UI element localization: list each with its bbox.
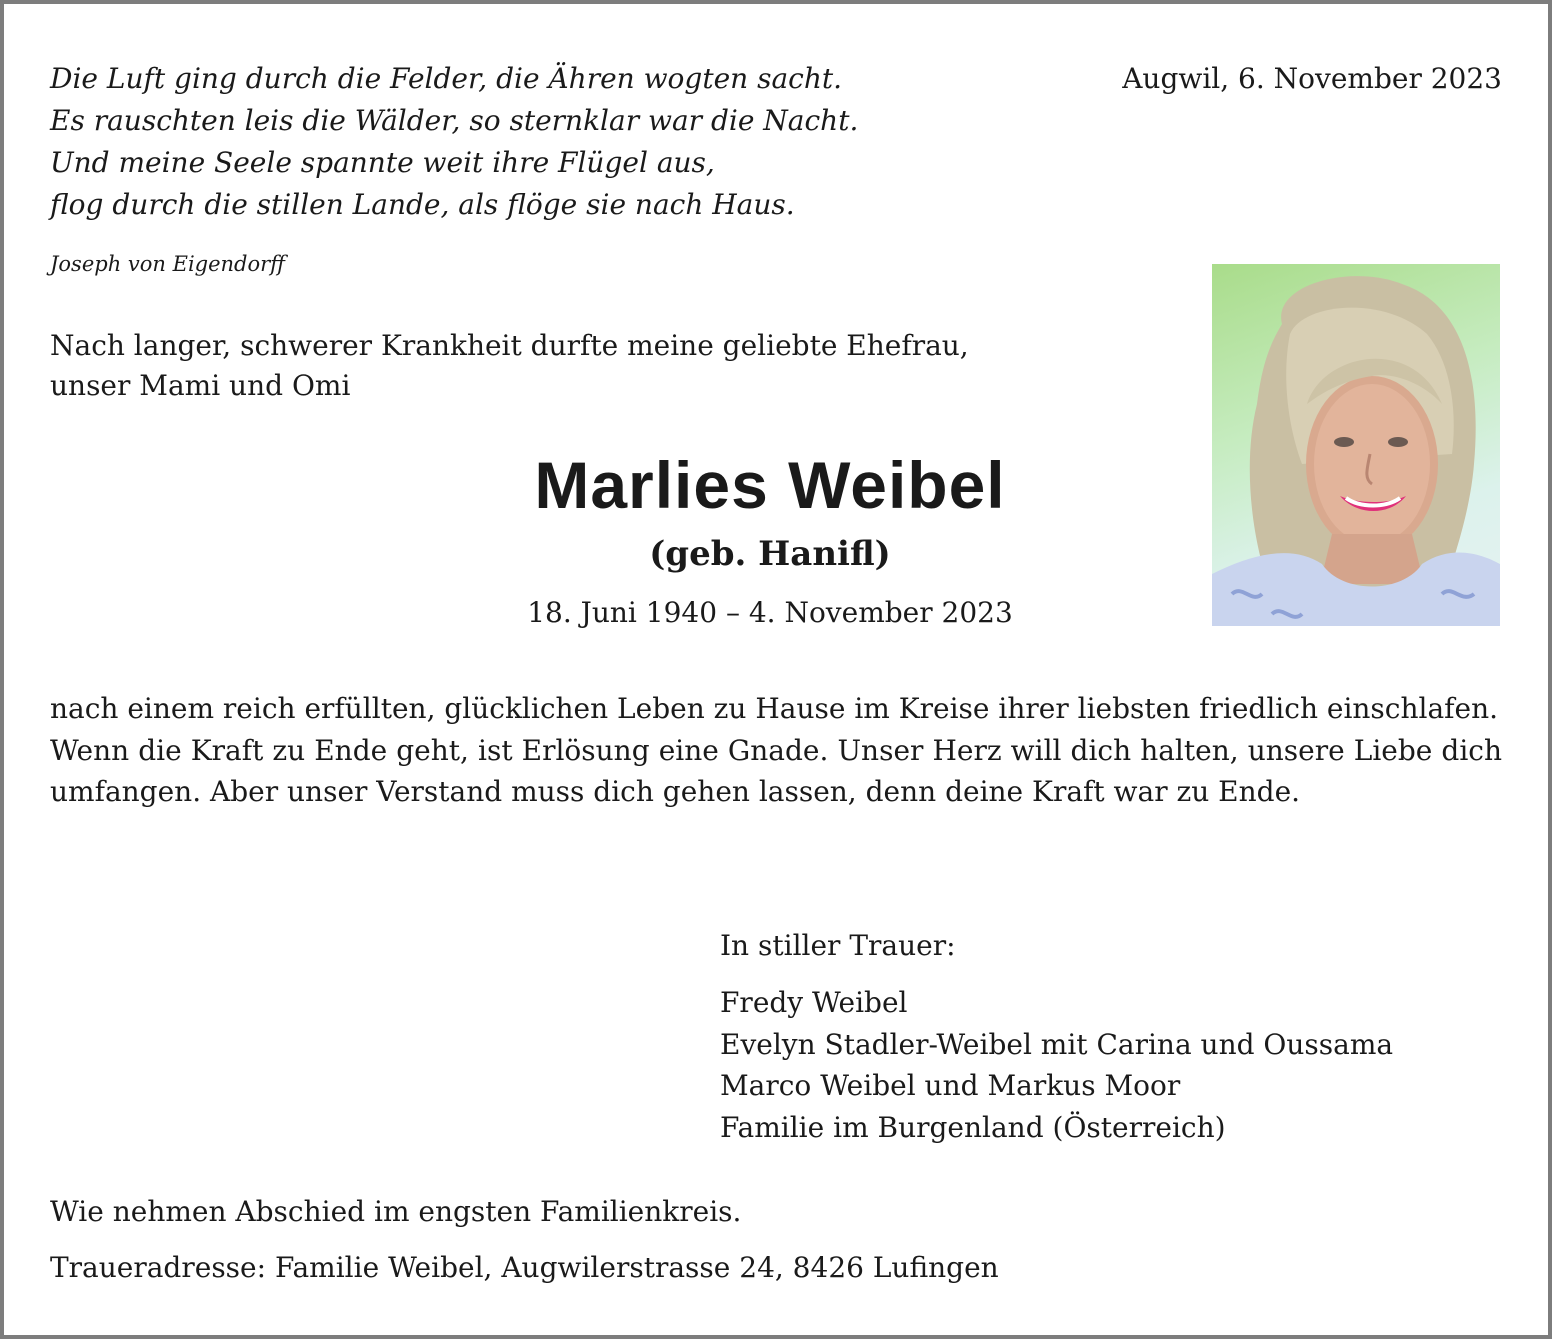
portrait-illustration xyxy=(1212,264,1500,626)
farewell-note: Wie nehmen Abschied im engsten Familienkreis. xyxy=(50,1195,742,1228)
intro-line: Nach langer, schwerer Krankheit durfte meine geliebte Ehefrau, xyxy=(50,329,969,362)
intro-line: unser Mami und Omi xyxy=(50,369,351,402)
mourner: Familie im Burgenland (Österreich) xyxy=(720,1110,1226,1144)
place-date: Augwil, 6. November 2023 xyxy=(1122,62,1502,95)
mourner: Marco Weibel und Markus Moor xyxy=(720,1069,1181,1102)
intro-text xyxy=(50,326,1090,406)
portrait-photo xyxy=(1212,264,1500,626)
deceased-name: Marlies Weibel xyxy=(534,448,1006,522)
poem-line: Und meine Seele spannte weit ihre Flügel aus, xyxy=(50,146,715,179)
mourner: Evelyn Stadler-Weibel mit Carina und Oussama xyxy=(720,1027,1394,1061)
poem-line: Die Luft ging durch die Felder, die Ähren wogten sacht. xyxy=(50,62,843,95)
body-paragraph: nach einem reich erfüllten, glücklichen Leben zu Hause im Kreise ihrer liebsten friedlich einschlafen. xyxy=(50,692,1499,725)
poem xyxy=(50,58,970,226)
poem-author: Joseph von Eigendorff xyxy=(50,252,286,276)
mourner: Fredy Weibel xyxy=(720,986,908,1019)
poem-line: Es rauschten leis die Wälder, so sternklar war die Nacht. xyxy=(50,104,859,137)
body-text xyxy=(50,688,1502,813)
poem-line: flog durch die stillen Lande, als flöge sie nach Haus. xyxy=(50,188,795,221)
mourning-address: Traueradresse: Familie Weibel, Augwilerstrasse 24, 8426 Lufingen xyxy=(50,1251,999,1284)
mourners-list xyxy=(720,982,1393,1148)
life-dates: 18. Juni 1940 – 4. November 2023 xyxy=(527,596,1013,629)
body-paragraph: Wenn die Kraft zu Ende geht, ist Erlösung eine Gnade. Unser Herz will dich halten, unsere Liebe dich umfangen. Aber unser Verstand muss dich gehen lassen, denn deine Kraft war zu Ende. xyxy=(50,733,1502,808)
maiden-name: (geb. Hanifl) xyxy=(649,534,891,574)
mourning-heading: In stiller Trauer: xyxy=(720,929,956,962)
